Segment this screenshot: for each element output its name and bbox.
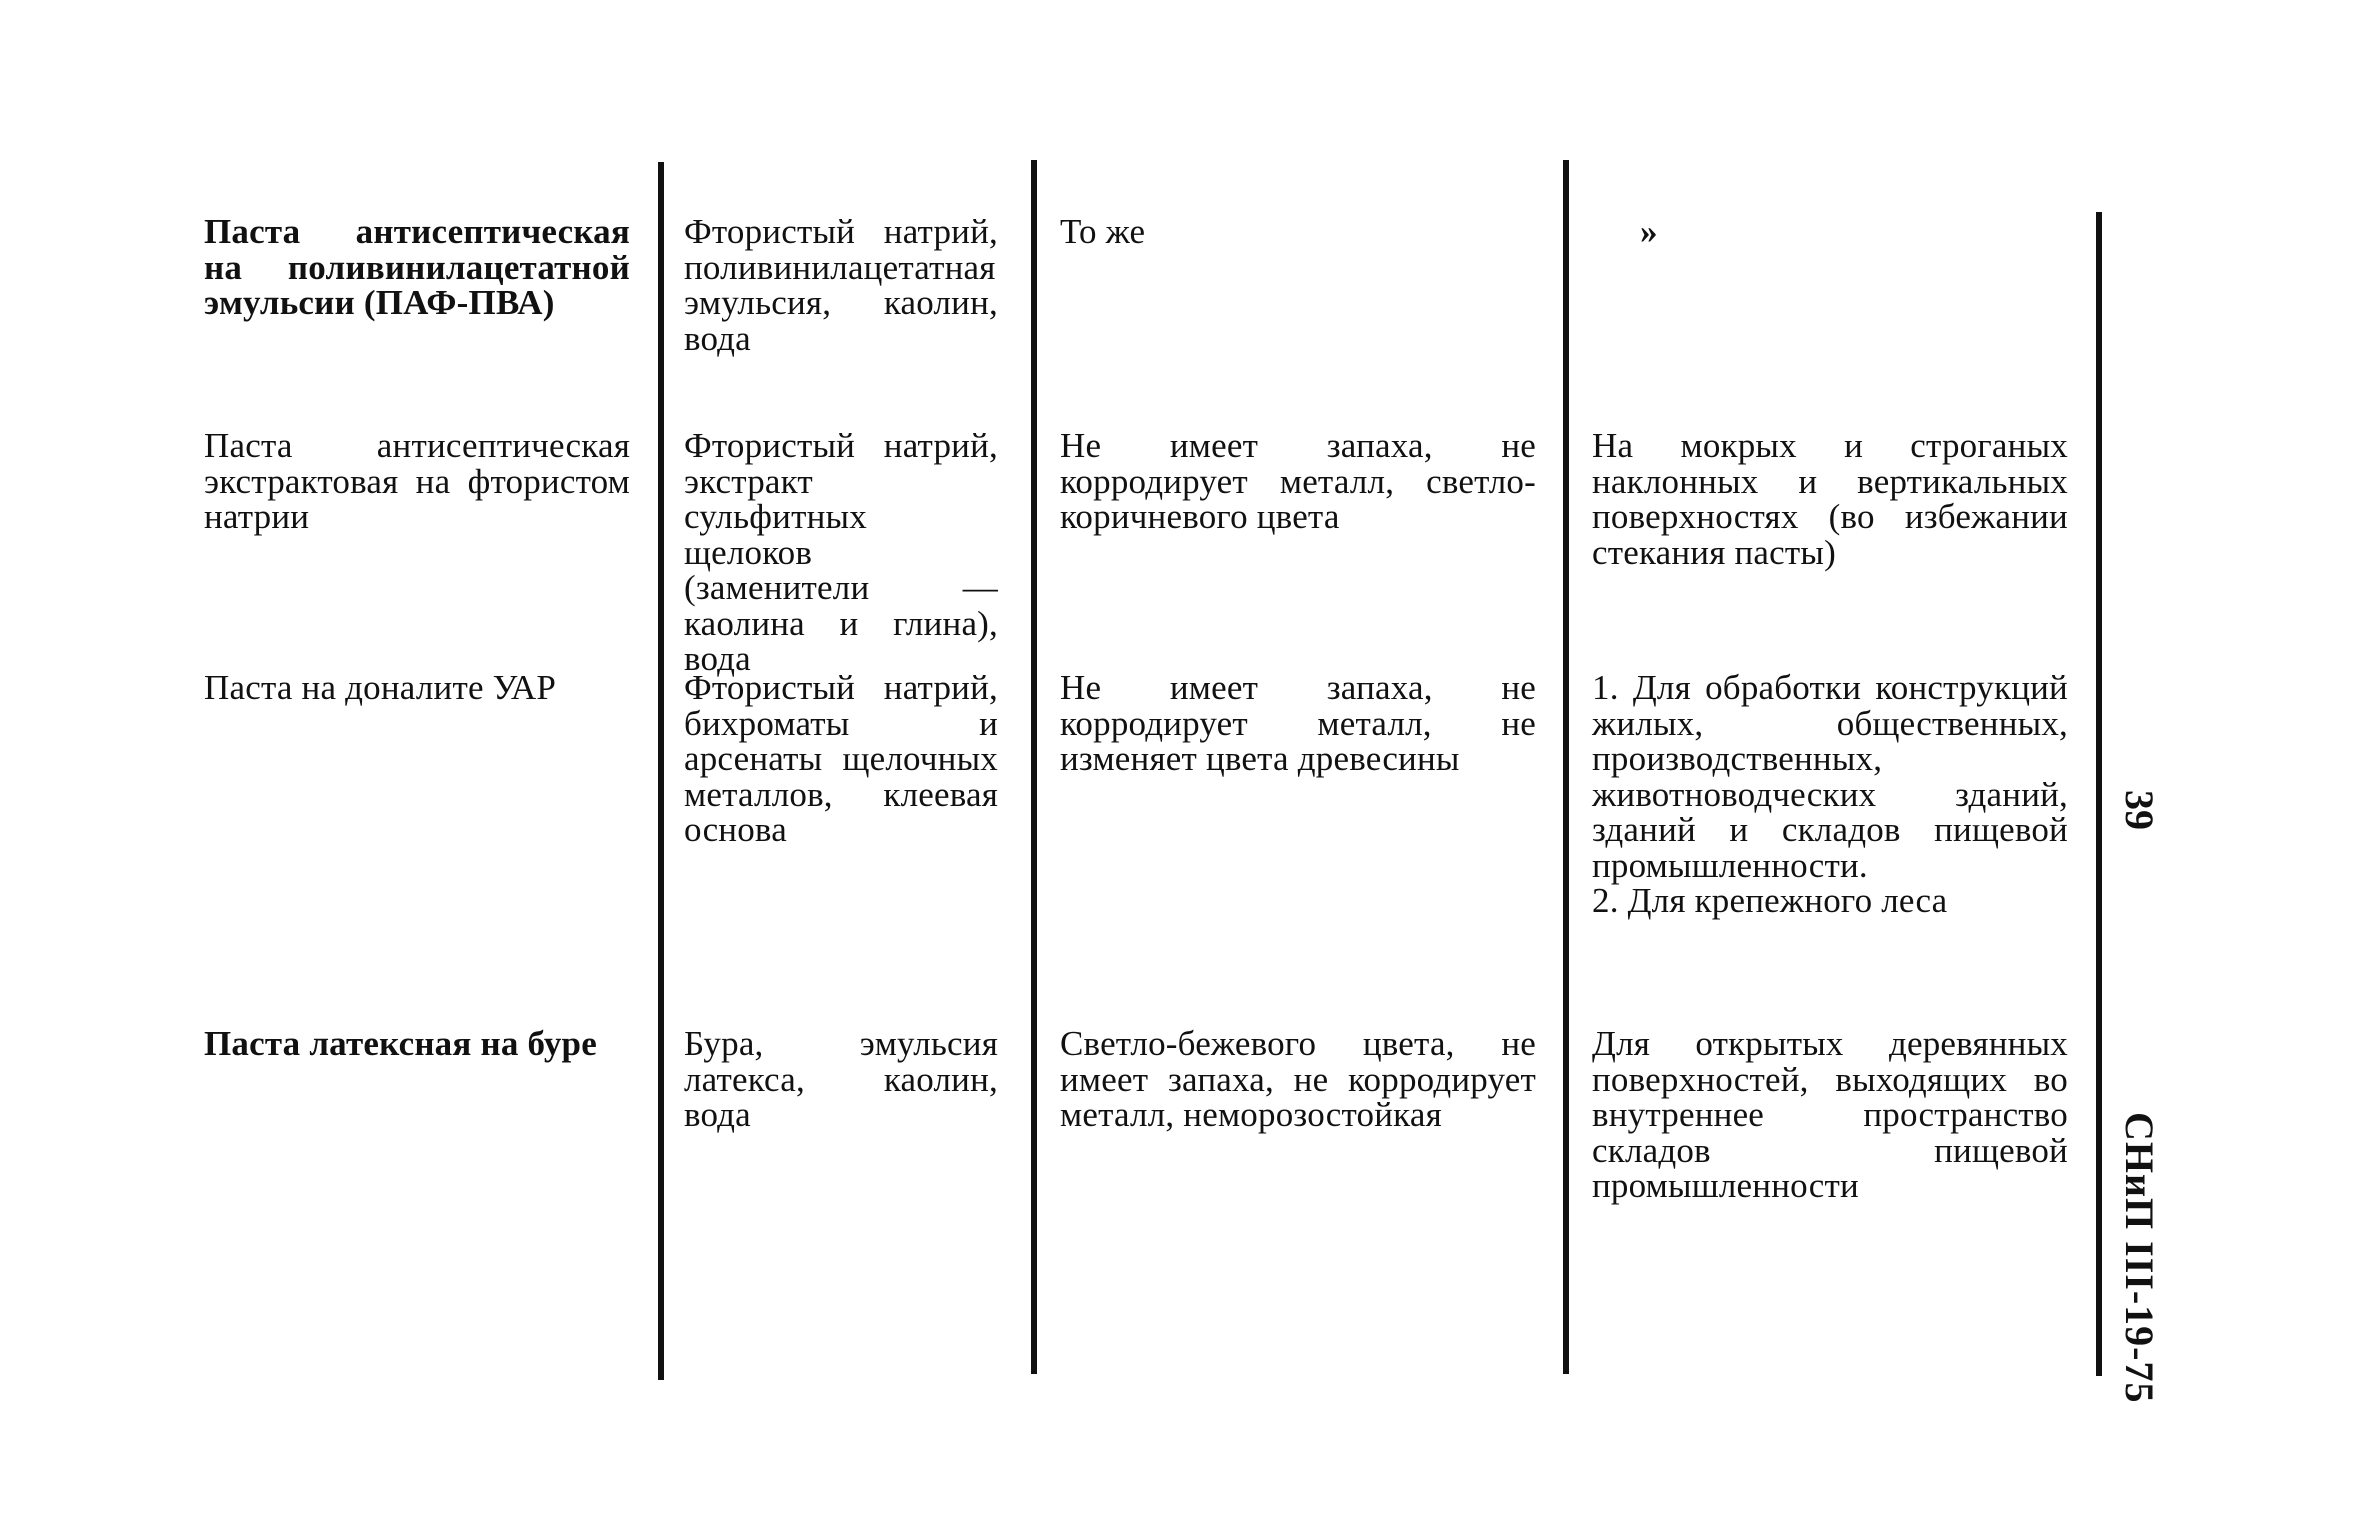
document-code: СНиП III-19-75 (2117, 1112, 2162, 1404)
table-cell-application: Для открытых деревянных поверхностей, выходящих во внутреннее пространство складов пищевой промышленности (1592, 1024, 2068, 1205)
table-cell-name: Паста антисептическая на поливинилацетатной эмульсии (ПАФ-ПВА) (204, 212, 630, 322)
table-cell-properties: Светло-бежевого цвета, не имеет запаха, не корродирует металл, неморозостойкая (1060, 1024, 1536, 1134)
page-border-line (2096, 212, 2102, 1376)
table-cell-composition: Бура, эмульсия латекса, каолин, вода (684, 1024, 998, 1134)
table-cell-properties: Не имеет запаха, не корродирует металл, не изменяет цвета древесины (1060, 668, 1536, 778)
table-cell-properties: Не имеет запаха, не корродирует металл, светло-коричневого цвета (1060, 426, 1536, 536)
application-item: 1. Для обработки конструкций жилых, общественных, производственных, животноводческих зданий, зданий и складов пищевой промышленности. (1592, 668, 2068, 885)
column-divider (1031, 160, 1037, 1374)
table-cell-composition: Фтористый натрий, поливинилацетатная эмульсия, каолин, вода (684, 212, 998, 358)
table-cell-application: » (1640, 212, 1658, 251)
table-cell-composition: Фтористый натрий, бихроматы и арсенаты щелочных металлов, клеевая основа (684, 668, 998, 849)
page-number: 39 (2117, 790, 2162, 830)
table-cell-composition: Фтористый натрий, экстракт сульфитных щелоков (заменители — каолина и глина), вода (684, 426, 998, 678)
column-divider (658, 162, 664, 1380)
table-cell-name: Паста на доналите УАР (204, 668, 557, 707)
table-cell-name: Паста латексная на буре (204, 1024, 597, 1063)
application-item: 2. Для крепежного леса (1592, 881, 1948, 920)
table-cell-properties: То же (1060, 212, 1146, 251)
table-cell-name: Паста антисептическая экстрактовая на фтористом натрии (204, 426, 630, 536)
column-divider (1563, 160, 1569, 1374)
table-cell-application (1592, 670, 2068, 919)
table-cell-application: На мокрых и строганых наклонных и вертикальных поверхностях (во избежании стекания пасты) (1592, 426, 2068, 572)
